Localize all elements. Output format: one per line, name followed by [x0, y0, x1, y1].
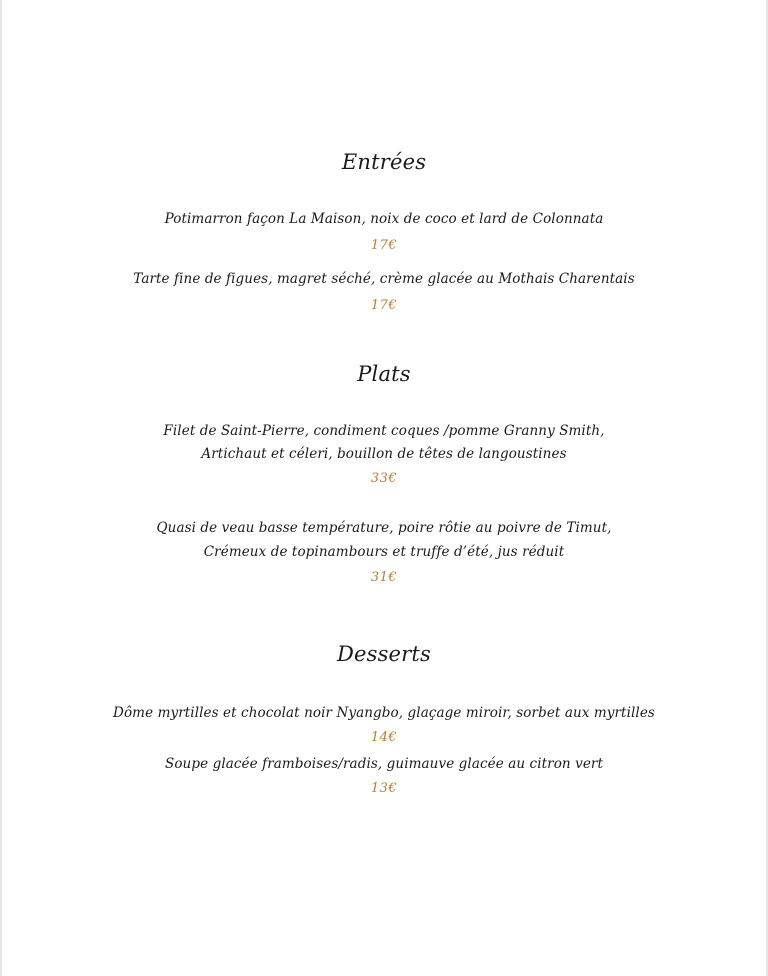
dish-dessert-2-price: 13€	[370, 781, 398, 796]
dish-plat-1-line-1: Filet de Saint-Pierre, condiment coques /pomme Granny Smith,	[163, 423, 605, 439]
dish-entree-2-price: 17€	[370, 298, 398, 313]
dish-plat-2-line-1: Quasi de veau basse température, poire rôtie au poivre de Timut,	[156, 520, 612, 536]
dish-entree-1-price: 17€	[370, 238, 398, 253]
dish-dessert-2-line-1: Soupe glacée framboises/radis, guimauve glacée au citron vert	[164, 756, 604, 772]
dish-dessert-1-line-1: Dôme myrtilles et chocolat noir Nyangbo, glaçage miroir, sorbet aux myrtilles	[113, 705, 655, 721]
section-heading-desserts: Desserts	[336, 642, 432, 666]
dish-entree-2-line-1: Tarte fine de figues, magret séché, crème glacée au Mothais Charentais	[133, 271, 635, 287]
section-heading-entrees: Entrées	[341, 150, 427, 174]
dish-plat-1-price: 33€	[370, 471, 398, 486]
dish-plat-2-line-2: Crémeux de topinambours et truffe d’été, jus réduit	[203, 544, 565, 560]
dish-plat-1-line-2: Artichaut et céleri, bouillon de têtes de langoustines	[201, 446, 567, 462]
page-edge-left	[0, 0, 2, 976]
dish-dessert-1-price: 14€	[370, 730, 398, 745]
dish-entree-1-line-1: Potimarron façon La Maison, noix de coco et lard de Colonnata	[164, 211, 604, 227]
section-heading-plats: Plats	[357, 362, 411, 386]
dish-plat-2-price: 31€	[370, 570, 398, 585]
